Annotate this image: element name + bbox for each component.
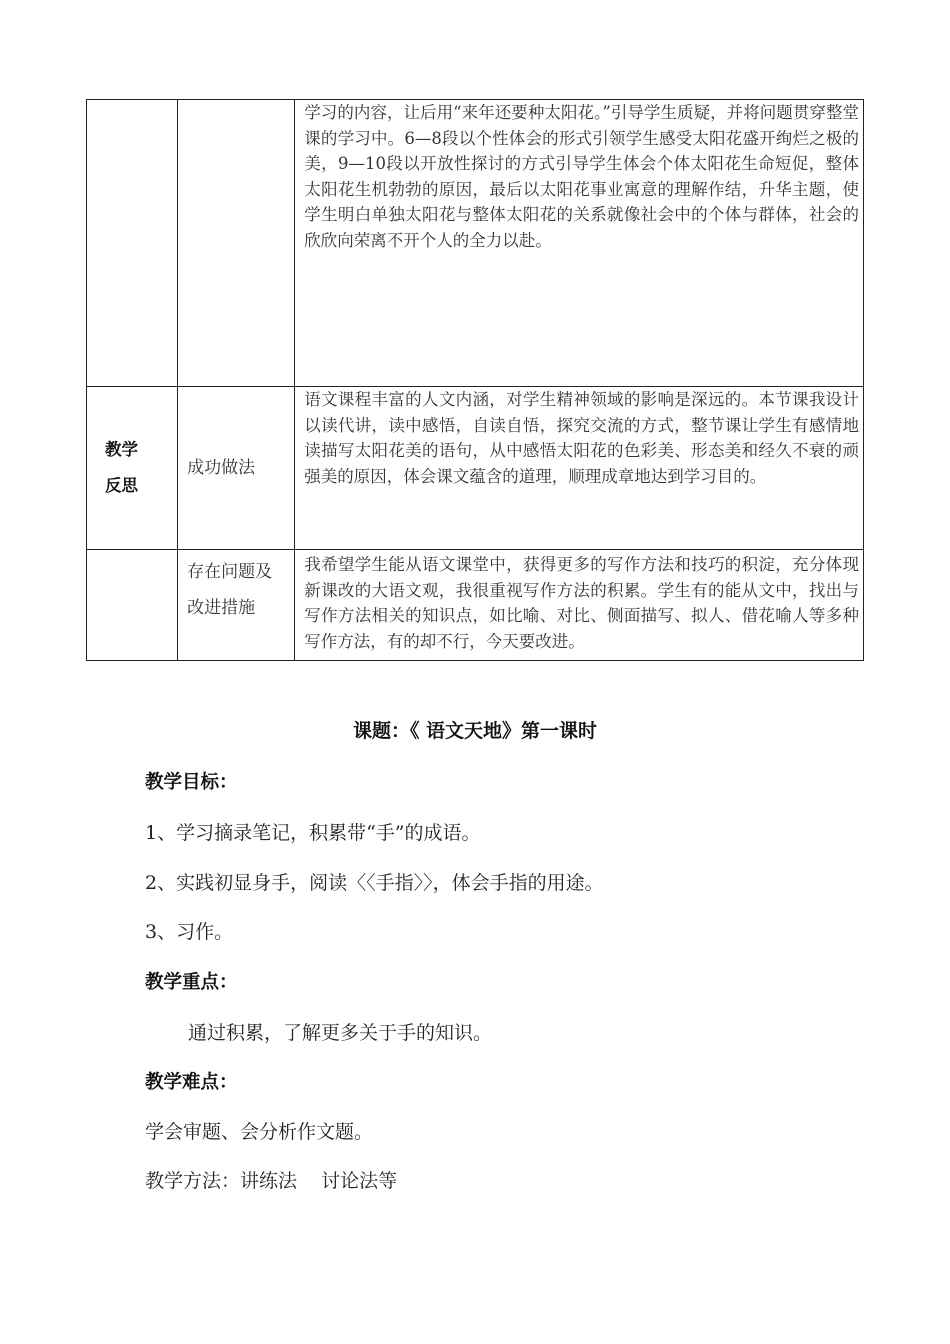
goals-heading: 教学目标： (145, 772, 238, 793)
success-practice-label: 成功做法 (187, 458, 256, 478)
goal-item-2: 2、实践初显身手，阅读〈〈手指〉〉，体会手指的用途。 (145, 872, 604, 894)
key-point-text: 通过积累，了解更多关于手的知识。 (188, 1022, 493, 1044)
table-cell-sublabel (178, 387, 295, 550)
table-cell-empty (87, 100, 178, 387)
category-label-line1: 教学 (105, 440, 138, 459)
table-row (87, 387, 864, 550)
lesson-title: 课题：《 语文天地》第一课时 (352, 720, 598, 742)
table-cell-sublabel (178, 550, 295, 661)
key-point-heading: 教学重点： (145, 972, 238, 993)
difficulty-heading: 教学难点： (145, 1072, 238, 1093)
difficulty-text: 学会审题、会分析作文题。 (145, 1121, 374, 1143)
table-cell-content (295, 100, 864, 387)
teaching-method-text: 教学方法：讲练法 讨论法等 (145, 1170, 398, 1192)
table-cell-empty (178, 100, 295, 387)
issues-label-line1: 存在问题及 (187, 562, 273, 582)
goal-item-3: 3、习作。 (145, 921, 234, 943)
lesson-plan-table (86, 99, 864, 661)
table-row (87, 550, 864, 661)
success-practice-text: 语文课程丰富的人文内涵，对学生精神领域的影响是深远的。本节课我设计以读代讲，读中感悟，自读自悟，探究交流的方式，整节课让学生有感情地读描写太阳花美的语句，从中感悟太阳花的色彩美、形态美和经久不衰的顽强美的原因，体会课文蕴含的道理，顺理成章地达到学习目的。 (304, 390, 859, 486)
table-row (87, 100, 864, 387)
table-cell-empty (87, 550, 178, 661)
goal-item-1: 1、学习摘录笔记，积累带“手”的成语。 (145, 822, 481, 844)
category-label-line2: 反思 (105, 476, 138, 495)
issues-label-line2: 改进措施 (187, 598, 256, 618)
table-cell-category (87, 387, 178, 550)
table-cell-content (295, 550, 864, 661)
design-rationale-text: 学习的内容，让后用“来年还要种太阳花。”引导学生质疑，并将问题贯穿整堂课的学习中。6—8段以个性体会的形式引领学生感受太阳花盛开绚烂之极的美，9—10段以开放性探讨的方式引导学生体会个体太阳花生命短促，整体太阳花生机勃勃的原因，最后以太阳花事业寓意的理解作结，升华主题，使学生明白单独太阳花与整体太阳花的关系就像社会中的个体与群体，社会的欣欣向荣离不开个人的全力以赴。 (304, 103, 859, 250)
issues-text: 我希望学生能从语文课堂中，获得更多的写作方法和技巧的积淀，充分体现新课改的大语文观，我很重视写作方法的积累。学生有的能从文中，找出与写作方法相关的知识点，如比喻、对比、侧面描写、拟人、借花喻人等多种写作方法，有的却不行，今天要改进。 (304, 555, 859, 651)
table-cell-content (295, 387, 864, 550)
